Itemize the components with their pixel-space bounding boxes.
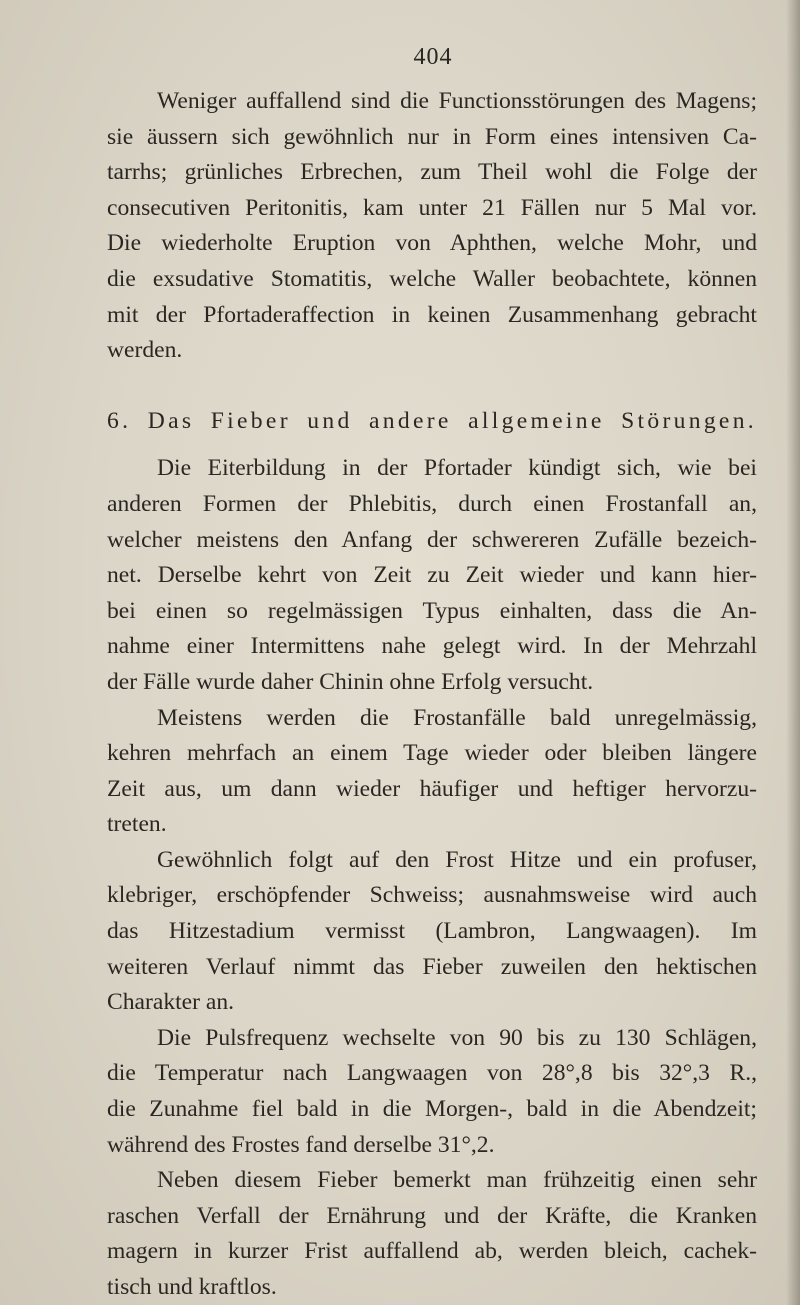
text-line: weiteren Verlauf nimmt das Fieber zuweilen den hektischen <box>107 953 757 980</box>
text-line: mit der Pfortaderaffection in keinen Zusammenhang gebracht <box>107 301 757 328</box>
body-text <box>107 84 757 1305</box>
text-line: anderen Formen der Phlebitis, durch einen Frostanfall an, <box>107 490 757 517</box>
text-line: welcher meistens den Anfang der schwereren Zufälle bezeich- <box>107 526 757 553</box>
text-line: tarrhs; grünliches Erbrechen, zum Theil wohl die Folge der <box>107 159 757 186</box>
text-line: Charakter an. <box>107 989 235 1016</box>
paragraph-pulse-temperature <box>107 1021 757 1163</box>
text-line: Weniger auffallend sind die Functionsstörungen des Magens; <box>157 88 757 114</box>
text-line: Die Pulsfrequenz wechselte von 90 bis zu 130 Schlägen, <box>157 1024 757 1051</box>
text-line: klebriger, erschöpfender Schweiss; ausnahmsweise wird auch <box>107 882 757 909</box>
text-line: werden. <box>107 337 183 364</box>
paragraph-fever-onset <box>107 451 757 700</box>
section-heading: 6. Das Fieber und andere allgemeine Störungen. <box>107 407 757 434</box>
text-line: die Temperatur nach Langwaagen von 28°,8 bis 32°,3 R., <box>107 1060 757 1087</box>
text-line: bei einen so regelmässigen Typus einhalten, dass die An- <box>107 597 757 624</box>
text-line: net. Derselbe kehrt von Zeit zu Zeit wieder und kann hier- <box>107 562 757 589</box>
text-line: das Hitzestadium vermisst (Lambron, Langwaagen). Im <box>107 918 757 945</box>
paragraph-decline <box>107 1163 757 1305</box>
text-line: treten. <box>107 811 167 838</box>
text-line: sie äussern sich gewöhnlich nur in Form eines intensiven Ca- <box>107 123 757 150</box>
text-line: raschen Verfall der Ernährung und der Kräfte, die Kranken <box>107 1202 757 1229</box>
text-line: die exsudative Stomatitis, welche Waller beobachtete, können <box>107 265 757 292</box>
text-line: kehren mehrfach an einem Tage wieder oder bleiben längere <box>107 740 757 767</box>
paragraph-gastric-disturbances <box>107 84 757 369</box>
text-line: magern in kurzer Frist auffallend ab, werden bleich, cachek- <box>107 1238 757 1265</box>
text-line: Meistens werden die Frostanfälle bald unregelmässig, <box>157 704 757 731</box>
page-number: 404 <box>413 44 453 70</box>
text-line: tisch und kraftlos. <box>107 1274 277 1300</box>
text-line: der Fälle wurde daher Chinin ohne Erfolg versucht. <box>107 668 594 695</box>
text-line: Zeit aus, um dann wieder häufiger und heftiger hervorzu- <box>107 775 757 802</box>
paragraph-irregular-chills <box>107 701 757 843</box>
text-line: Neben diesem Fieber bemerkt man frühzeitig einen sehr <box>157 1167 757 1194</box>
section-spacer <box>107 369 757 404</box>
paragraph-heat-sweat <box>107 843 757 1021</box>
text-line: während des Frostes fand derselbe 31°,2. <box>107 1131 495 1158</box>
text-line: nahme einer Intermittens nahe gelegt wird. In der Mehrzahl <box>107 633 757 660</box>
page-edge-shadow <box>786 0 800 1305</box>
section-spacer <box>107 439 757 451</box>
text-line: Die wiederholte Eruption von Aphthen, welche Mohr, und <box>107 230 757 257</box>
text-line: consecutiven Peritonitis, kam unter 21 Fällen nur 5 Mal vor. <box>107 194 757 221</box>
text-line: Gewöhnlich folgt auf den Frost Hitze und ein profuser, <box>157 846 757 873</box>
text-line: die Zunahme fiel bald in die Morgen-, bald in die Abendzeit; <box>107 1096 757 1123</box>
text-line: Die Eiterbildung in der Pfortader kündigt sich, wie bei <box>157 455 757 482</box>
